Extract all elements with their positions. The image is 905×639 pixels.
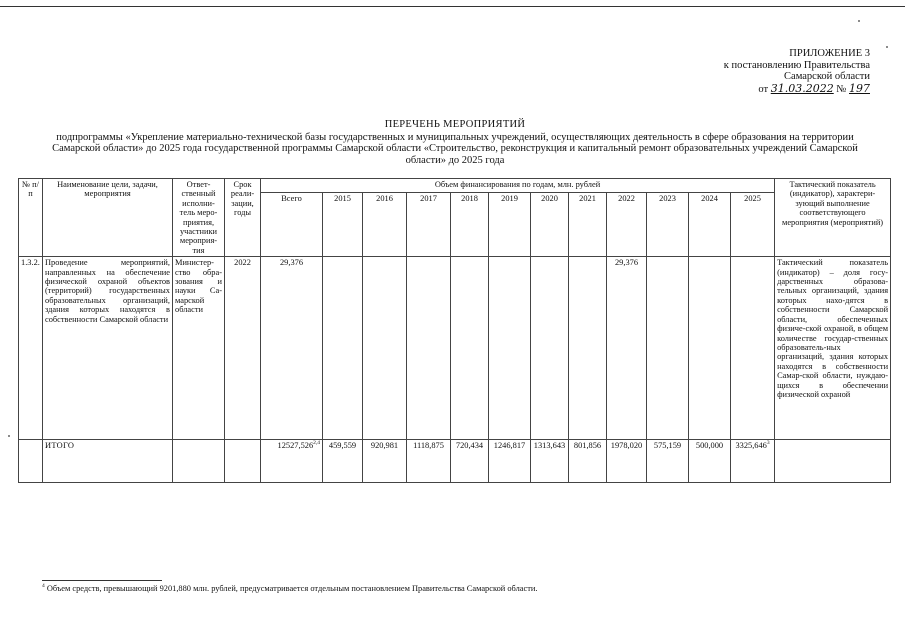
header-year: 2023: [647, 193, 689, 257]
footnote-marker: 4: [42, 583, 45, 590]
total-y2016: 920,981: [363, 440, 407, 483]
header-year: Всего: [261, 193, 323, 257]
row-y2022: 29,376: [607, 257, 647, 440]
header-term: Срок реали-зации, годы: [225, 179, 261, 257]
total-sum-sup: 2,4: [313, 440, 320, 447]
row-indicator: Тактический показатель (индикатор) – доля госу-дарственных образова-тельных организаций, здания которых нахо-дятся в собственности Самарской области, обеспеченных физиче-ской охраной, в общем количестве государ-ственных образователь-ных организаций, здания которых находятся в собственности Самар-ской области, нуждаю-щихся в обеспечении физической охраной: [775, 257, 891, 440]
row-y2017: [407, 257, 451, 440]
measures-table: [18, 178, 891, 483]
header-name: Наименование цели, задачи, мероприятия: [43, 179, 173, 257]
top-rule: [0, 6, 905, 7]
total-sum: [261, 440, 323, 483]
scan-speck: [886, 46, 888, 48]
header-year: 2019: [489, 193, 531, 257]
appendix-line-3: Самарской области: [784, 71, 870, 82]
appendix-line-2: к постановлению Правительства: [723, 59, 870, 71]
total-y2015: 459,559: [323, 440, 363, 483]
total-y2021: 801,856: [569, 440, 607, 483]
row-name: Проведение мероприятий, направленных на обеспечение физической охраной объектов (территорий) государственных образовательных организаций, здания которых находятся в собственности Самарской области: [43, 257, 173, 440]
header-year: 2025: [731, 193, 775, 257]
row-y2020: [531, 257, 569, 440]
header-executor: Ответ-ственный исполни-тель меро-приятия, участники мероприя-тия: [173, 179, 225, 257]
header-year: 2016: [363, 193, 407, 257]
footnote-text: Объем средств, превышающий 9201,880 млн. рублей, предусматривается отдельным постановлением Правительства Самарской области.: [46, 584, 538, 593]
header-row-1: [19, 179, 891, 193]
appendix-title: ПРИЛОЖЕНИЕ 3: [789, 48, 870, 59]
number-label: №: [836, 83, 847, 95]
row-y2015: [323, 257, 363, 440]
row-y2016: [363, 257, 407, 440]
document-title: [40, 119, 870, 166]
total-num-empty: [19, 440, 43, 483]
total-y2022: 1978,020: [607, 440, 647, 483]
total-y2025-value: 3325,646: [735, 441, 767, 451]
header-indicator: Тактический показатель (индикатор), характери-зующий выполнение соответствующего мероприятия (мероприятий): [775, 179, 891, 257]
total-indicator-empty: [775, 440, 891, 483]
row-y2023: [647, 257, 689, 440]
total-executor-empty: [173, 440, 225, 483]
title-main: ПЕРЕЧЕНЬ МЕРОПРИЯТИЙ: [384, 119, 526, 130]
total-label: ИТОГО: [43, 440, 173, 483]
header-year: 2024: [689, 193, 731, 257]
header-funding: Объем финансирования по годам, млн. рублей: [261, 179, 775, 193]
title-subtitle: подпрограммы «Укрепление материально-технической базы государственных и муниципальных учреждений, осуществляющих деятельность в сфере образования на территории Самарской области» до 2025 года государственной программы Самарской области «Строительство, реконструкция и капитальный ремонт образовательных учреждений Самарской области» до 2025 года: [52, 131, 858, 166]
total-y2023: 575,159: [647, 440, 689, 483]
total-y2025: [731, 440, 775, 483]
header-year: 2015: [323, 193, 363, 257]
row-y2024: [689, 257, 731, 440]
scan-speck: [8, 435, 10, 437]
row-y2021: [569, 257, 607, 440]
appendix-date-line: [690, 83, 870, 96]
row-y2025: [731, 257, 775, 440]
total-y2018: 720,434: [451, 440, 489, 483]
footnote: [42, 584, 537, 593]
header-year: 2020: [531, 193, 569, 257]
total-term-empty: [225, 440, 261, 483]
scan-speck: [858, 20, 860, 22]
row-num: 1.3.2.: [19, 257, 43, 440]
row-term: 2022: [225, 257, 261, 440]
decree-date: 31.03.2022: [770, 81, 834, 95]
header-year: 2018: [451, 193, 489, 257]
header-year: 2022: [607, 193, 647, 257]
header-num: № п/п: [19, 179, 43, 257]
row-y2018: [451, 257, 489, 440]
header-year: 2017: [407, 193, 451, 257]
header-year: 2021: [569, 193, 607, 257]
total-y2017: 1118,875: [407, 440, 451, 483]
total-sum-value: 12527,526: [277, 441, 314, 451]
total-row: [19, 440, 891, 483]
total-y2020: 1313,643: [531, 440, 569, 483]
row-executor: Министер-ство обра-зования и науки Са-марской области: [173, 257, 225, 440]
row-total: 29,376: [261, 257, 323, 440]
decree-number: 197: [849, 81, 870, 95]
footnote-rule: [42, 580, 162, 581]
appendix-block: [690, 48, 870, 95]
total-y2025-sup: 3: [766, 440, 770, 447]
table-row: [19, 257, 891, 440]
from-label: от: [758, 83, 769, 95]
row-y2019: [489, 257, 531, 440]
total-y2024: 500,000: [689, 440, 731, 483]
total-y2019: 1246,817: [489, 440, 531, 483]
